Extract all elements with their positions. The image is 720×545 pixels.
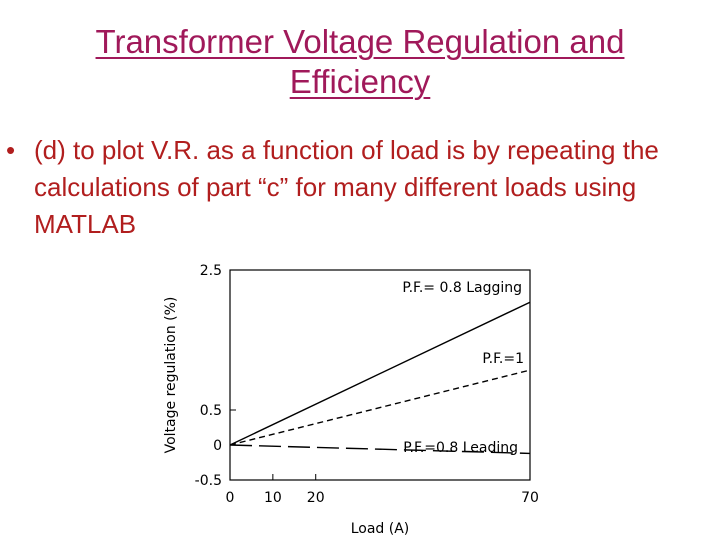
series-label-1: P.F.=1	[482, 351, 524, 367]
slide-title	[0, 22, 720, 102]
y-tick-label-0: 2.5	[199, 263, 222, 279]
series-line-0	[230, 302, 530, 445]
y-tick-label-2: 0	[213, 438, 222, 454]
voltage-regulation-chart	[150, 255, 570, 545]
x-tick-label-2: 20	[306, 490, 325, 506]
y-tick-label-3: -0.5	[194, 473, 222, 489]
y-axis-label: Voltage regulation (%)	[163, 296, 179, 454]
slide-title-line-2: Efficiency	[289, 63, 431, 100]
bullet-text: (d) to plot V.R. as a function of load is by repeating the calculations of part “c” for many different loads using MATLAB	[34, 135, 659, 239]
series-label-0: P.F.= 0.8 Lagging	[402, 280, 522, 296]
x-tick-label-3: 70	[521, 490, 539, 506]
x-tick-label-0: 0	[225, 490, 235, 506]
bullet-marker: •	[6, 135, 16, 165]
slide-title-line-1: Transformer Voltage Regulation and	[95, 23, 625, 60]
series-label-2: P.F.=0.8 Leading	[403, 440, 518, 456]
bullet-point	[6, 132, 696, 243]
x-tick-label-1: 10	[263, 490, 282, 506]
x-axis-label: Load (A)	[350, 521, 410, 537]
series-line-1	[230, 370, 530, 445]
chart-svg	[150, 255, 570, 540]
y-tick-label-1: 0.5	[199, 403, 222, 419]
